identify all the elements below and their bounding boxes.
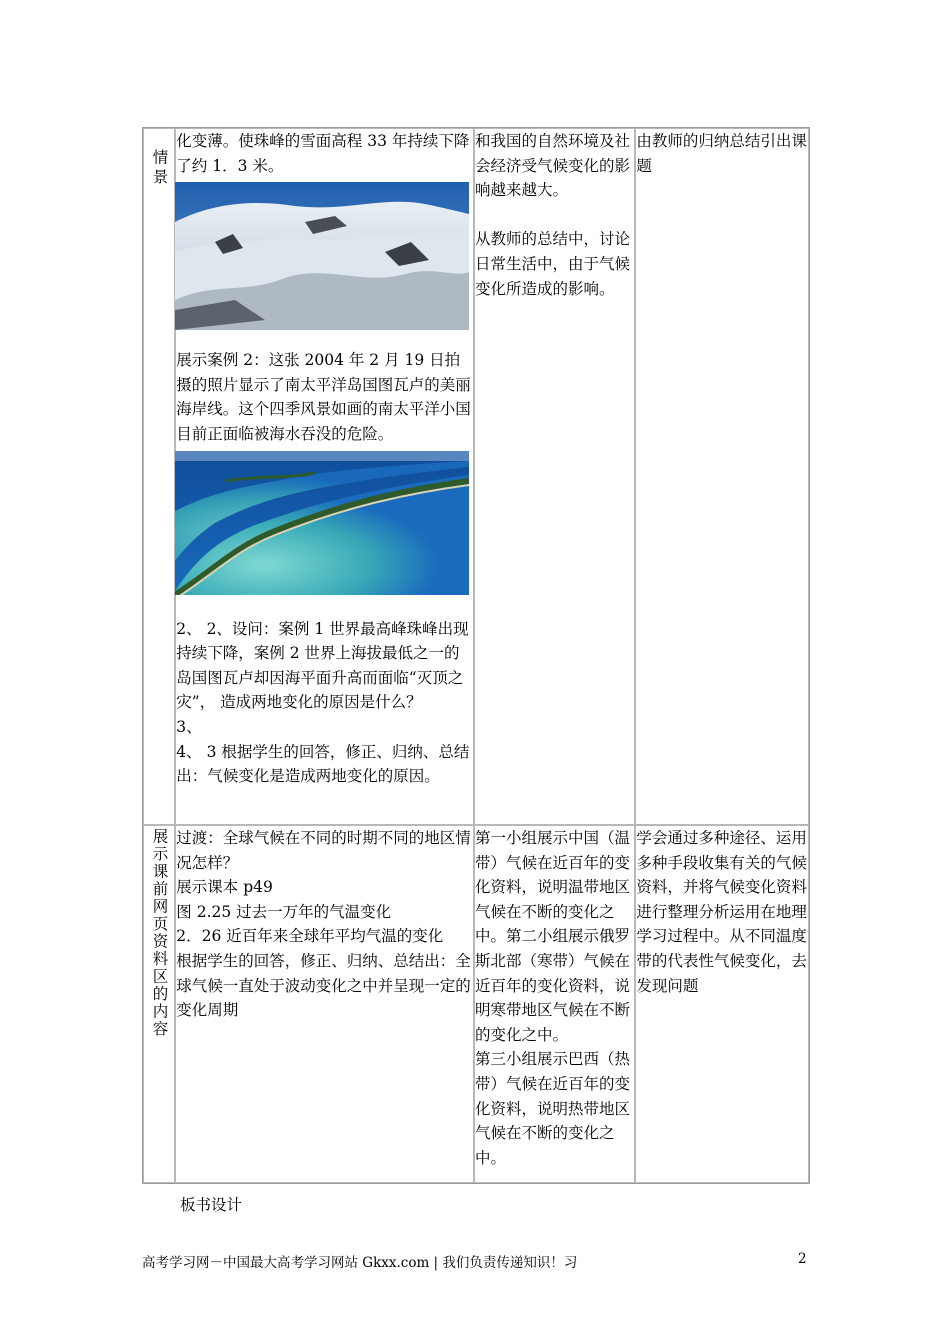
paragraph: 图 2.25 过去一万年的气温变化 bbox=[176, 902, 392, 921]
row-label-cell bbox=[143, 825, 175, 1183]
table-row bbox=[143, 825, 809, 1183]
teacher-activity-cell bbox=[175, 128, 474, 825]
paragraph: 从教师的总结中，讨论日常生活中，由于气候变化所造成的影响。 bbox=[474, 230, 630, 298]
teacher-activity-cell bbox=[175, 825, 474, 1183]
paragraph: 2．26 近百年来全球年平均气温的变化 bbox=[176, 927, 444, 946]
paragraph: 过渡：全球气候在不同的时期不同的地区情况怎样？ bbox=[176, 829, 471, 872]
paragraph: 4、 3 根据学生的回答，修正、归纳、总结出：气候变化是造成两地变化的原因。 bbox=[176, 742, 470, 786]
paragraph: 第三小组展示巴西（热带）气候在近百年的变化资料，说明热带地区气候在不断的变化之中。 bbox=[474, 1050, 630, 1167]
design-intent-cell bbox=[635, 825, 809, 1183]
paragraph bbox=[475, 203, 634, 228]
snow-mountain-photo bbox=[175, 182, 469, 330]
student-activity-cell bbox=[474, 825, 635, 1183]
paragraph: 学会通过多种途径、运用多种手段收集有关的气候资料，并将气候变化资料进行整理分析运用在地理学习过程中。从不同温度带的代表性气候变化，去发现问题 bbox=[636, 829, 807, 995]
lesson-plan-table bbox=[142, 127, 810, 1184]
page-number: 2 bbox=[798, 1251, 807, 1267]
paragraph: 化变薄。使珠峰的雪面高程 33 年持续下降了约 1．3 米。 bbox=[176, 132, 470, 175]
paragraph: 展示课本 p49 bbox=[176, 878, 273, 897]
design-intent-cell bbox=[635, 128, 809, 825]
paragraph: 第一小组展示中国（温带）气候在近百年的变化资料，说明温带地区气候在不断的变化之中。第二小组展示俄罗斯北部（寒带）气候在近百年的变化资料，说明寒带地区气候在不断的变化之中。 bbox=[474, 829, 630, 1044]
board-design-heading: 板书设计 bbox=[180, 1196, 243, 1214]
paragraph: 2、 2、设问：案例 1 世界最高峰珠峰出现持续下降，案例 2 世界上海拔最低之一的岛国图瓦卢却因海平面升高而面临“灭顶之灾”， 造成两地变化的原因是什么？ bbox=[176, 619, 469, 712]
paragraph: 根据学生的回答，修正、归纳、总结出：全球气候一直处于波动变化之中并呈现一定的变化周期 bbox=[176, 951, 471, 1020]
row-label: 展示课前网页资料区的内容 bbox=[150, 828, 169, 1038]
paragraph: 由教师的归纳总结引出课题 bbox=[636, 132, 807, 175]
paragraph: 展示案例 2：这张 2004 年 2 月 19 日拍摄的照片显示了南太平洋岛国图瓦卢的美丽海岸线。这个四季风景如画的南太平洋小国目前正面临被海水吞没的危险。 bbox=[176, 351, 471, 443]
island-coastline-photo bbox=[175, 451, 469, 595]
row-label: 情景 bbox=[150, 149, 169, 188]
student-activity-cell bbox=[474, 128, 635, 825]
footer-text: 高考学习网－中国最大高考学习网站 Gkxx.com | 我们负责传递知识！习 bbox=[142, 1255, 578, 1271]
paragraph: 3、 bbox=[176, 717, 202, 736]
table-row bbox=[143, 128, 809, 825]
paragraph: 和我国的自然环境及社会经济受气候变化的影响越来越大。 bbox=[474, 132, 630, 200]
row-label-cell bbox=[143, 128, 175, 825]
